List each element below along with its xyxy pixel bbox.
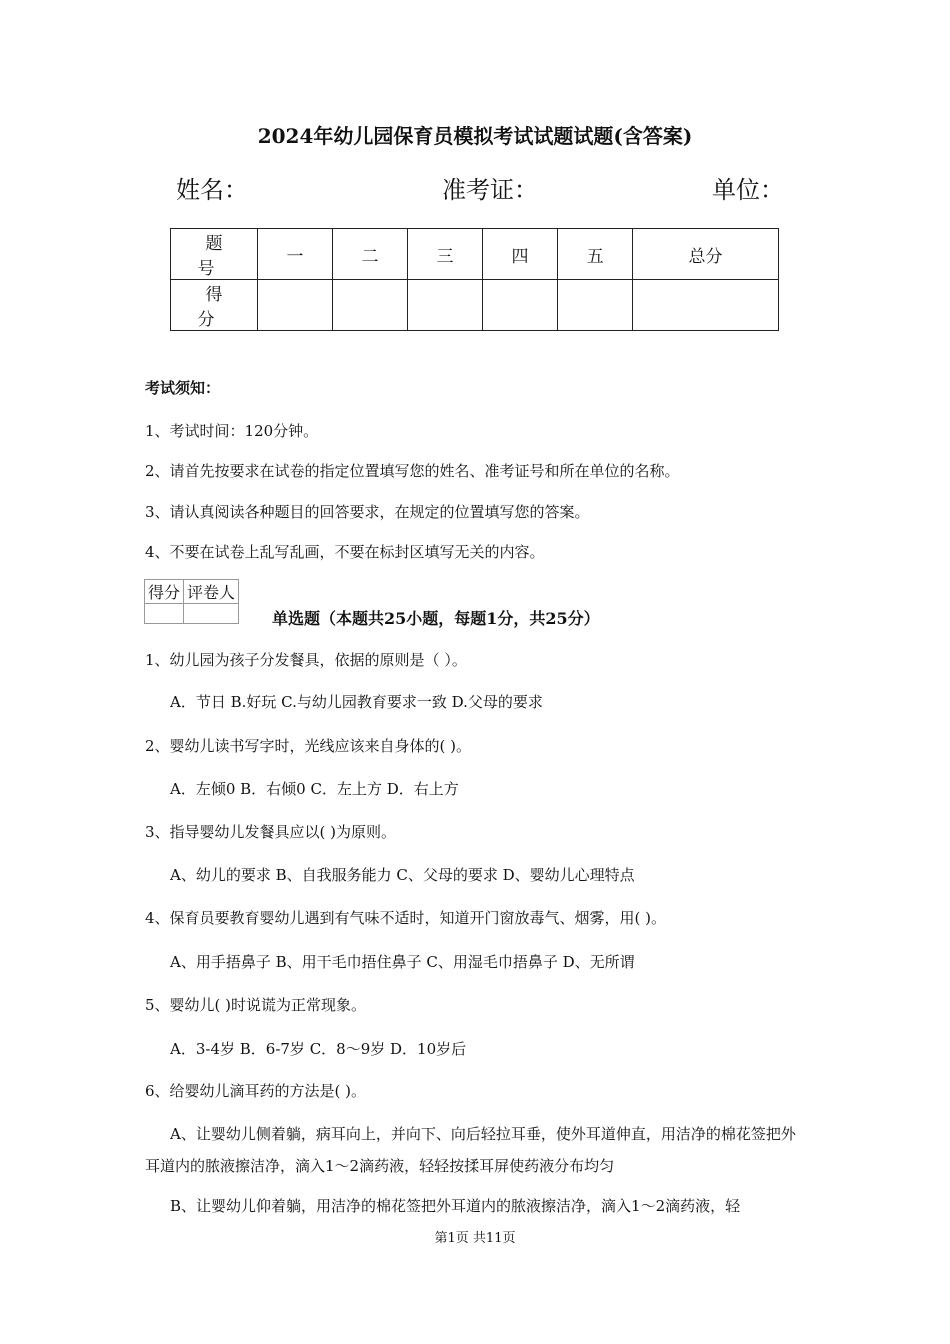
question-option-a: A、让婴幼儿侧着躺，病耳向上，并向下、向后轻拉耳垂，使外耳道伸直，用洁净的棉花签把外耳道内的脓液擦洁净，滴入1～2滴药液，轻轻按揉耳屏使药液分布均匀	[145, 1125, 796, 1175]
question-options: A．3-4岁 B．6-7岁 C．8～9岁 D．10岁后	[170, 1040, 467, 1058]
question-options: A．节日 B.好玩 C.与幼儿园教育要求一致 D.父母的要求	[170, 693, 543, 711]
score-table-header-label: 题 号	[171, 229, 258, 280]
score-cell[interactable]	[558, 280, 633, 331]
name-field-label: 姓名：	[176, 176, 248, 204]
notice-item: 3、请认真阅读各种题目的回答要求，在规定的位置填写您的答案。	[145, 503, 590, 521]
section-title: 单选题（本题共25小题，每题1分，共25分）	[272, 609, 600, 628]
question-options: A、用手捂鼻子 B、用干毛巾捂住鼻子 C、用湿毛巾捂鼻子 D、无所谓	[170, 953, 635, 971]
grader-score-cell[interactable]	[145, 604, 184, 624]
score-cell[interactable]	[633, 280, 779, 331]
score-table-score-row	[171, 280, 779, 331]
grader-name-label: 评卷人	[184, 580, 239, 604]
score-table-col-4: 四	[483, 229, 558, 280]
exam-id-field-label: 准考证：	[442, 176, 538, 204]
score-table-col-5: 五	[558, 229, 633, 280]
page-title: 2024年幼儿园保育员模拟考试试题试题(含答案)	[257, 124, 693, 148]
notice-item: 2、请首先按要求在试卷的指定位置填写您的姓名、准考证号和所在单位的名称。	[145, 462, 680, 480]
question-text: 4、保育员要教育婴幼儿遇到有气味不适时，知道开门窗放毒气、烟雾，用( )。	[145, 909, 667, 927]
question-option-b: B、让婴幼儿仰着躺，用洁净的棉花签把外耳道内的脓液擦洁净，滴入1～2滴药液，轻	[170, 1197, 741, 1215]
score-cell[interactable]	[333, 280, 408, 331]
question-text: 2、婴幼儿读书写字时，光线应该来自身体的( )。	[145, 737, 472, 755]
question-text: 3、指导婴幼儿发餐具应以( )为原则。	[145, 823, 397, 841]
page-footer: 第1页 共11页	[434, 1231, 516, 1246]
score-table-col-1: 一	[258, 229, 333, 280]
question-text: 1、幼儿园为孩子分发餐具，依据的原则是（ ）。	[145, 651, 467, 669]
score-table	[170, 228, 779, 331]
score-cell[interactable]	[483, 280, 558, 331]
question-options: A、幼儿的要求 B、自我服务能力 C、父母的要求 D、婴幼儿心理特点	[170, 866, 635, 884]
question-options: A．左倾0 B．右倾0 C．左上方 D．右上方	[170, 780, 459, 798]
notice-item: 4、不要在试卷上乱写乱画，不要在标封区填写无关的内容。	[145, 543, 545, 561]
grader-score-label: 得分	[145, 580, 184, 604]
score-table-col-2: 二	[333, 229, 408, 280]
score-table-col-total: 总分	[633, 229, 779, 280]
notice-item: 1、考试时间：120分钟。	[145, 422, 319, 440]
question-text: 6、给婴幼儿滴耳药的方法是( )。	[145, 1082, 367, 1100]
grader-name-cell[interactable]	[184, 604, 239, 624]
score-cell[interactable]	[258, 280, 333, 331]
score-table-header-row	[171, 229, 779, 280]
score-table-col-3: 三	[408, 229, 483, 280]
grader-box	[144, 579, 239, 624]
question-text: 5、婴幼儿( )时说谎为正常现象。	[145, 996, 367, 1014]
score-table-score-label: 得 分	[171, 280, 258, 331]
score-cell[interactable]	[408, 280, 483, 331]
notice-heading: 考试须知：	[145, 379, 221, 397]
unit-field-label: 单位：	[712, 176, 784, 204]
